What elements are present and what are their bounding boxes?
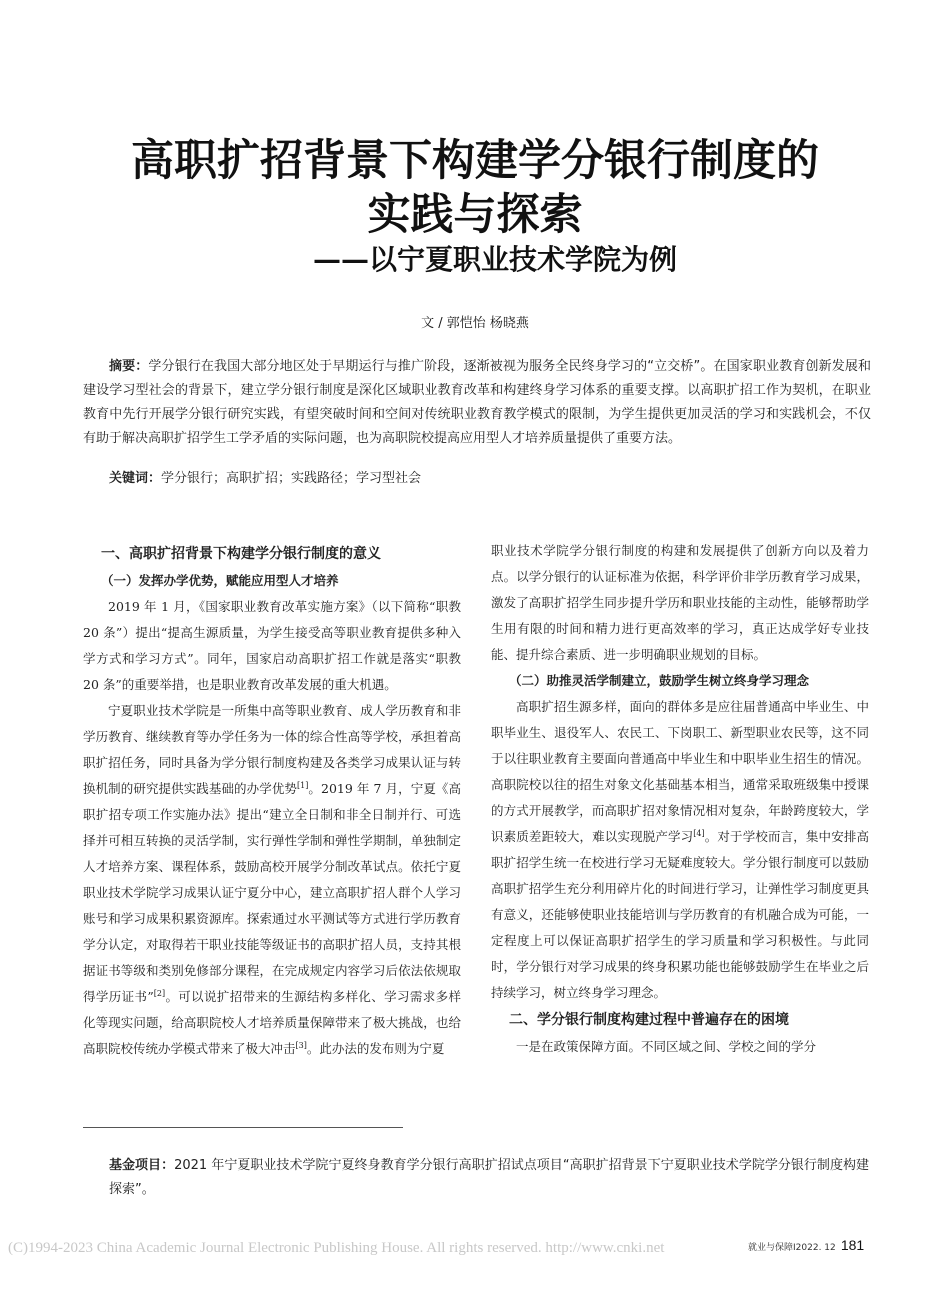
abstract-text: 学分银行在我国大部分地区处于早期运行与推广阶段，逐渐被视为服务全民终身学习的“立交桥”。在国家职业教育创新发展和建设学习型社会的背景下，建立学分银行制度是深化区域职业教育改革和构建终身学习体系的重要支撑。以高职扩招工作为契机，在职业教育中先行开展学分银行研究实践，有望突破时间和空间对传统职业教育教学模式的限制，为学生提供更加灵活的学习和实践机会，不仅有助于解决高职扩招学生工学矛盾的实际问题，也为高职院校提高应用型人才培养质量提供了重要方法。	[83, 359, 871, 446]
keywords-text: 学分银行；高职扩招；实践路径；学习型社会	[161, 471, 422, 486]
paper-title-line1: 高职扩招背景下构建学分银行制度的	[131, 136, 819, 186]
paper-title-line2: 实践与探索	[367, 190, 583, 240]
section-heading-2: 二、学分银行制度构建过程中普遍存在的困境	[509, 1012, 789, 1028]
journal-name: 就业与保障	[748, 1243, 794, 1253]
citation-ref: [1]	[297, 780, 309, 790]
keywords	[109, 467, 869, 491]
footer-separator: I	[793, 1243, 796, 1253]
text-run: 。此办法的发布则为宁夏	[306, 1041, 445, 1056]
paragraph: 职业技术学院学分银行制度的构建和发展提供了创新方向以及着力点。以学分银行的认证标准为依据，科学评价非学历教育学习成果，激发了高职扩招学生同步提升学历和职业技能的主动性，能够帮助学生用有限的时间和精力进行更高效率的学习，真正达成学好专业技能、提升综合素质、进一步明确职业规划的目标。	[491, 543, 869, 662]
right-column	[491, 538, 869, 1060]
citation-ref: [4]	[693, 828, 705, 838]
citation-ref: [3]	[295, 1040, 307, 1050]
copyright-watermark: (C)1994-2023 China Academic Journal Electronic Publishing House. All rights reserved. http://www.cnki.net	[8, 1240, 665, 1256]
left-column	[83, 540, 461, 1062]
text-run: 。对于学校而言，集中安排高职扩招学生统一在校进行学习无疑难度较大。学分银行制度可以鼓励高职扩招学生充分利用碎片化的时间进行学习，让弹性学习制度更具有意义，还能够使职业技能培训与学历教育的有机融合成为可能，一定程度上可以保证高职扩招学生的学习质量和学习积极性。与此同时，学分银行对学习成果的终身积累功能也能够鼓励学生在毕业之后持续学习，树立终身学习理念。	[491, 829, 869, 1000]
paper-subtitle: ——以宁夏职业技术学院为例	[312, 243, 677, 276]
abstract	[83, 355, 871, 451]
footnote-rule	[83, 1127, 403, 1128]
fund-text: 2021 年宁夏职业技术学院宁夏终身教育学分银行高职扩招试点项目“高职扩招背景下宁夏职业技术学院学分银行制度构建探索”。	[109, 1158, 869, 1197]
subsection-heading-1-2: （二）助推灵活学制建立，鼓励学生树立终身学习理念	[509, 673, 810, 688]
page-number: 181	[840, 1237, 865, 1253]
paragraph: 一是在政策保障方面。不同区域之间、学校之间的学分	[516, 1039, 817, 1054]
citation-ref: [2]	[153, 988, 166, 998]
keywords-label: 关键词：	[109, 471, 162, 486]
paragraph	[491, 694, 869, 1006]
authors: 文 / 郭恺怡 杨晓燕	[421, 316, 529, 331]
issue-number: 2022. 12	[795, 1243, 836, 1253]
text-run: 。2019 年 7 月，宁夏《高职扩招专项工作实施办法》提出“建立全日制和非全日制并行、可选择并可相互转换的灵活学制，实行弹性学制和弹性学期制，单独制定人才培养方案、课程体系，鼓励高校开展学分制改革试点。依托宁夏职业技术学院学习成果认证宁夏分中心，建立高职扩招人群个人学习账号和学习成果积累资源库。探索通过水平测试等方式进行学历教育学分认定，对取得若干职业技能等级证书的高职扩招人员，支持其根据证书等级和类别免修部分课程，在完成规定内容学习后依法依规取得学历证书”	[83, 781, 461, 1004]
fund-label: 基金项目：	[109, 1158, 175, 1173]
subsection-heading-1-1: （一）发挥办学优势，赋能应用型人才培养	[101, 573, 339, 588]
paragraph	[83, 698, 461, 1062]
text-run: 。可以说扩招带来的生源结构多样化、学习需求多样化等现实问题，给高职院校人才培养质量保障带来了极大挑战，也给高职院校传统办学模式带来了极大冲击	[83, 989, 461, 1056]
text-run: 宁夏职业技术学院是一所集中高等职业教育、成人学历教育和非学历教育、继续教育等办学任务为一体的综合性高等学校，承担着高职扩招任务，同时具备为学分银行制度构建及各类学习成果认证与转换机制的研究提供实践基础的办学优势	[83, 703, 461, 796]
fund-note	[109, 1154, 869, 1202]
section-heading-1: 一、高职扩招背景下构建学分银行制度的意义	[101, 546, 381, 562]
text-run: 高职扩招生源多样，面向的群体多是应往届普通高中毕业生、中职毕业生、退役军人、农民工、下岗职工、新型职业农民等，这不同于以往职业教育主要面向普通高中毕业生和中职毕业生招生的情况。高职院校以往的招生对象文化基础基本相当，通常采取班级集中授课的方式开展教学，而高职扩招对象情况相对复杂，年龄跨度较大，学识素质差距较大，难以实现脱产学习	[491, 699, 869, 844]
paragraph: 2019 年 1 月，《国家职业教育改革实施方案》（以下简称“职教 20 条”）提出“提高生源质量，为学生接受高等职业教育提供多种入学方式和学习方式”。同年，国家启动高职扩招工作就是落实“职教 20 条”的重要举措，也是职业教育改革发展的重大机遇。	[83, 599, 461, 692]
abstract-label: 摘要：	[109, 359, 149, 374]
